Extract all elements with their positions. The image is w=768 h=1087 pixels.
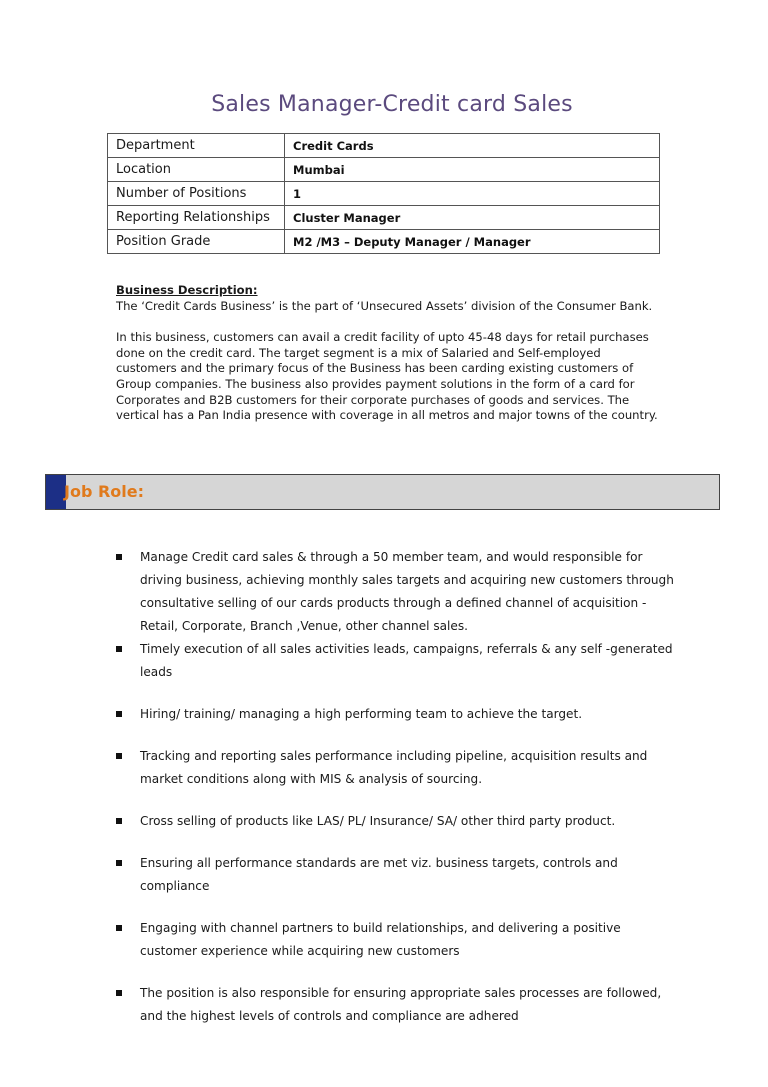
detail-value: M2 /M3 – Deputy Manager / Manager	[285, 230, 660, 254]
business-description-paragraph: In this business, customers can avail a credit facility of upto 45-48 days for retail purchases done on the credit card. The target segment is a mix of Salaried and Self-employed customers and the primary focus of the Business has been carding existing customers of Group companies. The business also provides payment solutions in the form of a card for Corporates and B2B customers for their corporate purchases of goods and services. The vertical has a Pan India presence with coverage in all metros and major towns of the country.	[116, 330, 658, 423]
square-bullet-icon	[116, 554, 122, 560]
table-row	[108, 230, 660, 254]
list-item	[116, 810, 676, 833]
square-bullet-icon	[116, 753, 122, 759]
detail-value: 1	[285, 182, 660, 206]
list-item	[116, 638, 676, 684]
list-item	[116, 745, 676, 791]
list-item	[116, 703, 676, 726]
table-row	[108, 182, 660, 206]
detail-value: Credit Cards	[285, 134, 660, 158]
table-row	[108, 206, 660, 230]
duty-text: Tracking and reporting sales performance including pipeline, acquisition results and market conditions along with MIS & analysis of sourcing.	[140, 749, 648, 786]
list-item	[116, 546, 676, 638]
duty-text: Manage Credit card sales & through a 50 member team, and would responsible for driving business, achieving monthly sales targets and acquiring new customers through consultative selling of our cards products through a defined channel of acquisition -Retail, Corporate, Branch ,Venue, other channel sales.	[140, 550, 674, 633]
detail-label: Number of Positions	[108, 182, 285, 206]
position-details-table	[107, 133, 660, 254]
square-bullet-icon	[116, 646, 122, 652]
business-description-heading: Business Description:	[116, 283, 258, 297]
duty-text: Ensuring all performance standards are met viz. business targets, controls and compliance	[140, 856, 618, 893]
job-role-section-header	[45, 474, 720, 510]
table-row	[108, 134, 660, 158]
detail-label: Reporting Relationships	[108, 206, 285, 230]
square-bullet-icon	[116, 818, 122, 824]
table-row	[108, 158, 660, 182]
detail-value: Mumbai	[285, 158, 660, 182]
section-stripe	[46, 475, 66, 509]
square-bullet-icon	[116, 860, 122, 866]
detail-label: Department	[108, 134, 285, 158]
job-duties-list	[116, 546, 676, 1028]
detail-label: Location	[108, 158, 285, 182]
business-description-paragraph: The ‘Credit Cards Business’ is the part of ‘Unsecured Assets’ division of the Consumer Bank.	[116, 298, 653, 313]
job-role-heading: Job Role:	[64, 482, 145, 501]
square-bullet-icon	[116, 711, 122, 717]
detail-label: Position Grade	[108, 230, 285, 254]
square-bullet-icon	[116, 990, 122, 996]
duty-text: Hiring/ training/ managing a high performing team to achieve the target.	[140, 707, 583, 721]
business-description	[116, 283, 661, 424]
list-item	[116, 982, 676, 1028]
duty-text: The position is also responsible for ensuring appropriate sales processes are followed, and the highest levels of controls and compliance are adhered	[140, 986, 662, 1023]
duty-text: Cross selling of products like LAS/ PL/ Insurance/ SA/ other third party product.	[140, 814, 616, 828]
detail-value: Cluster Manager	[285, 206, 660, 230]
duty-text: Engaging with channel partners to build relationships, and delivering a positive customer experience while acquiring new customers	[140, 921, 621, 958]
list-item	[116, 917, 676, 963]
duty-text: Timely execution of all sales activities leads, campaigns, referrals & any self -generated leads	[140, 642, 673, 679]
page-title: Sales Manager-Credit card Sales	[211, 92, 573, 117]
square-bullet-icon	[116, 925, 122, 931]
list-item	[116, 852, 676, 898]
